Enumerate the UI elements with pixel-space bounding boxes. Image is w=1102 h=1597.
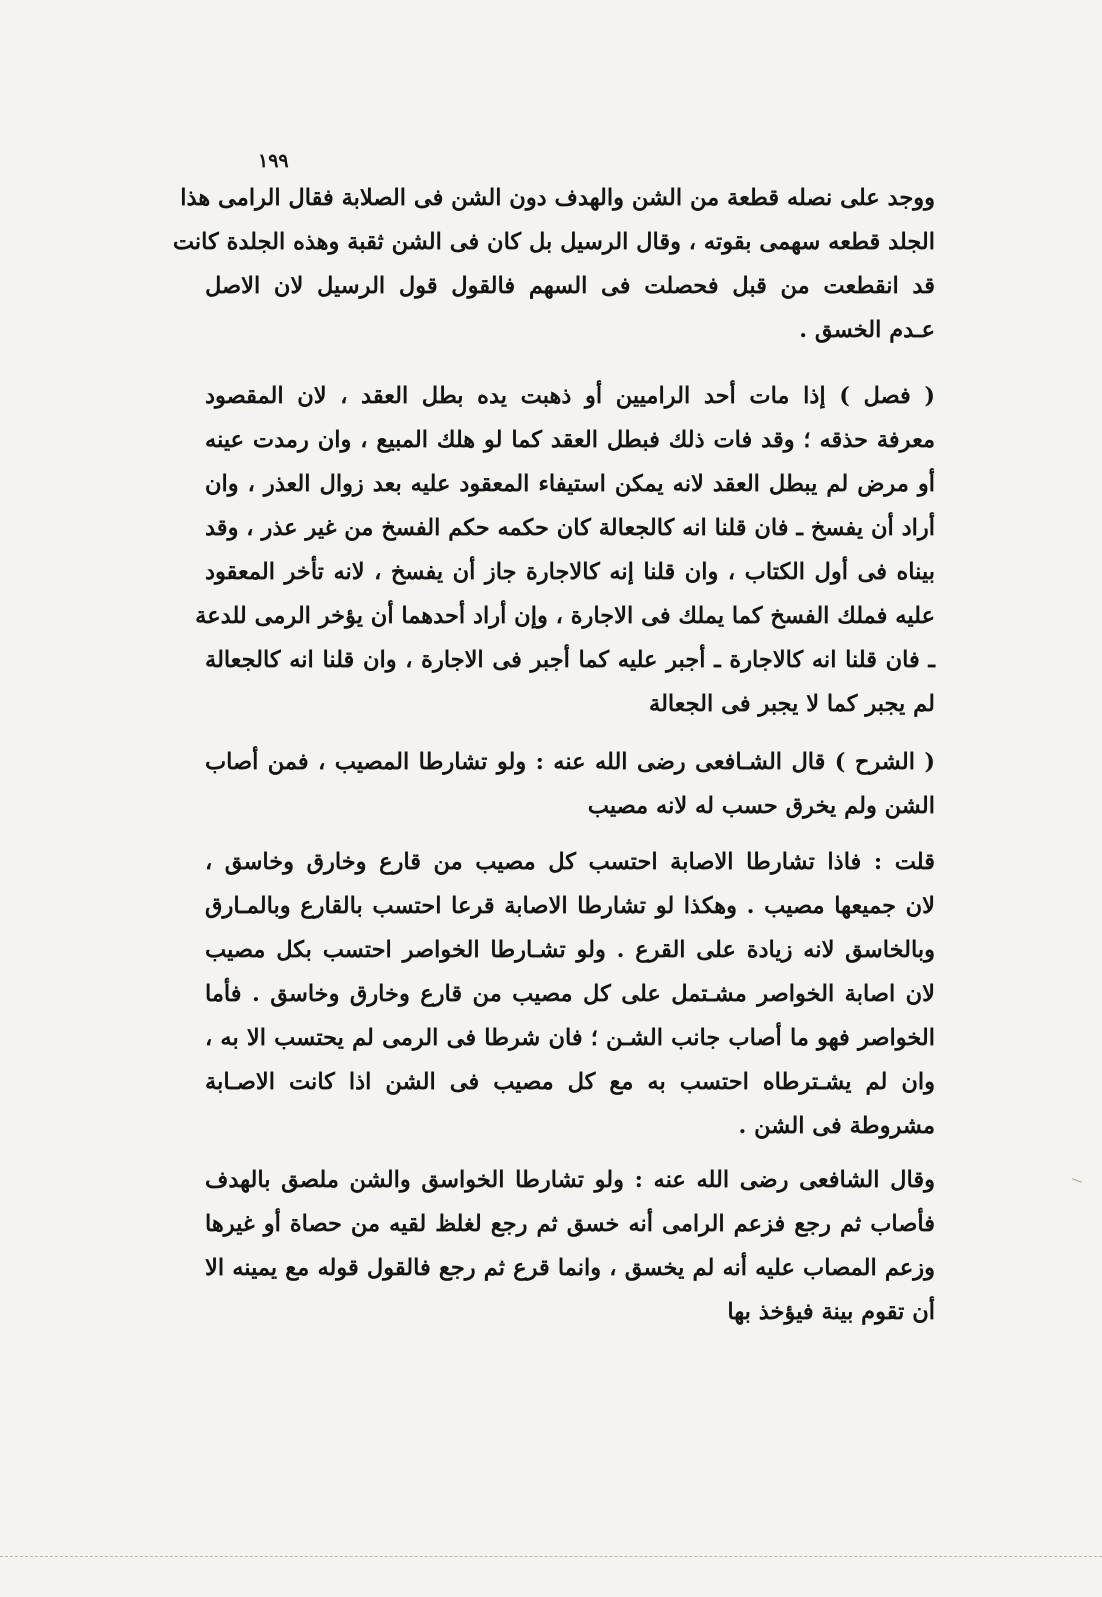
- text-line: مشروطة فى الشن .: [738, 1113, 935, 1139]
- text-line: الخواصر فهو ما أصاب جانب الشـن ؛ فان شرطا فى الرمى لم يحتسب الا به ،: [205, 1025, 935, 1051]
- page-number: ١٩٩: [258, 150, 289, 172]
- text-line: أن تقوم بينة فيؤخذ بها: [727, 1299, 935, 1325]
- text-line: ـ فان قلنا انه كالاجارة ـ أجبر عليه كما أجبر فى الاجارة ، وان قلنا انه كالجعالة: [205, 647, 935, 673]
- text-line: وان لم يشـترطاه احتسب به مع كل مصيب فى الشن اذا كانت الاصـابة: [205, 1069, 935, 1095]
- text-line: الشن ولم يخرق حسب له لانه مصيب: [587, 793, 935, 819]
- text-line: أراد أن يفسخ ـ فان قلنا انه كالجعالة كان حكمه حكم الفسخ من غير عذر ، وقد: [205, 515, 935, 541]
- paragraph-2: [195, 374, 935, 726]
- paragraph-5: [205, 1158, 935, 1334]
- text-line: وبالخاسق لانه زيادة على القرع . ولو تشـارطا الخواصر احتسب بكل مصيب: [205, 937, 935, 963]
- text-line: ( فصل ) إذا مات أحد الراميين أو ذهبت يده بطل العقد ، لان المقصود: [205, 383, 935, 409]
- text-line: وزعم المصاب عليه أنه لم يخسق ، وانما قرع ثم رجع فالقول قوله مع يمينه الا: [205, 1255, 935, 1281]
- text-line: لان جميعها مصيب . وهكذا لو تشارطا الاصابة قرعا احتسب بالقارع وبالمـارق: [205, 893, 935, 919]
- text-line: بيناه فى أول الكتاب ، وان قلنا إنه كالاجارة جاز أن يفسخ ، لانه تأخر المعقود: [205, 559, 935, 585]
- paragraph-3: [205, 740, 935, 828]
- text-line: الجلد قطعه سهمى بقوته ، وقال الرسيل بل كان فى الشن ثقبة وهذه الجلدة كانت: [172, 229, 935, 255]
- scan-mark: [1072, 1178, 1082, 1182]
- text-line: لم يجبر كما لا يجبر فى الجعالة: [649, 691, 935, 717]
- text-line: عـدم الخسق .: [799, 317, 935, 343]
- paragraph-4: [205, 840, 935, 1148]
- scan-edge-line: [0, 1556, 1102, 1557]
- text-line: ( الشرح ) قال الشـافعى رضى الله عنه : ولو تشارطا المصيب ، فمن أصاب: [205, 749, 935, 775]
- text-line: ووجد على نصله قطعة من الشن والهدف دون الشن فى الصلابة فقال الرامى هذا: [180, 185, 935, 211]
- text-line: قلت : فاذا تشارطا الاصابة احتسب كل مصيب من قارع وخارق وخاسق ،: [205, 849, 935, 875]
- text-line: أو مرض لم يبطل العقد لانه يمكن استيفاء المعقود عليه بعد زوال العذر ، وان: [205, 471, 935, 497]
- text-line: معرفة حذقه ؛ وقد فات ذلك فبطل العقد كما لو هلك المبيع ، وان رمدت عينه: [205, 427, 935, 453]
- text-line: لان اصابة الخواصر مشـتمل على كل مصيب من قارع وخارق وخاسق . فأما: [205, 981, 935, 1007]
- text-line: فأصاب ثم رجع فزعم الرامى أنه خسق ثم رجع لغلظ لقيه من حصاة أو غيرها: [205, 1211, 935, 1237]
- text-line: قد انقطعت من قبل فحصلت فى السهم فالقول قول الرسيل لان الاصل: [205, 273, 935, 299]
- text-line: عليه فملك الفسخ كما يملك فى الاجارة ، وإن أراد أحدهما أن يؤخر الرمى للدعة: [195, 603, 935, 629]
- text-line: وقال الشافعى رضى الله عنه : ولو تشارطا الخواسق والشن ملصق بالهدف: [205, 1167, 935, 1193]
- paragraph-1: [172, 176, 935, 352]
